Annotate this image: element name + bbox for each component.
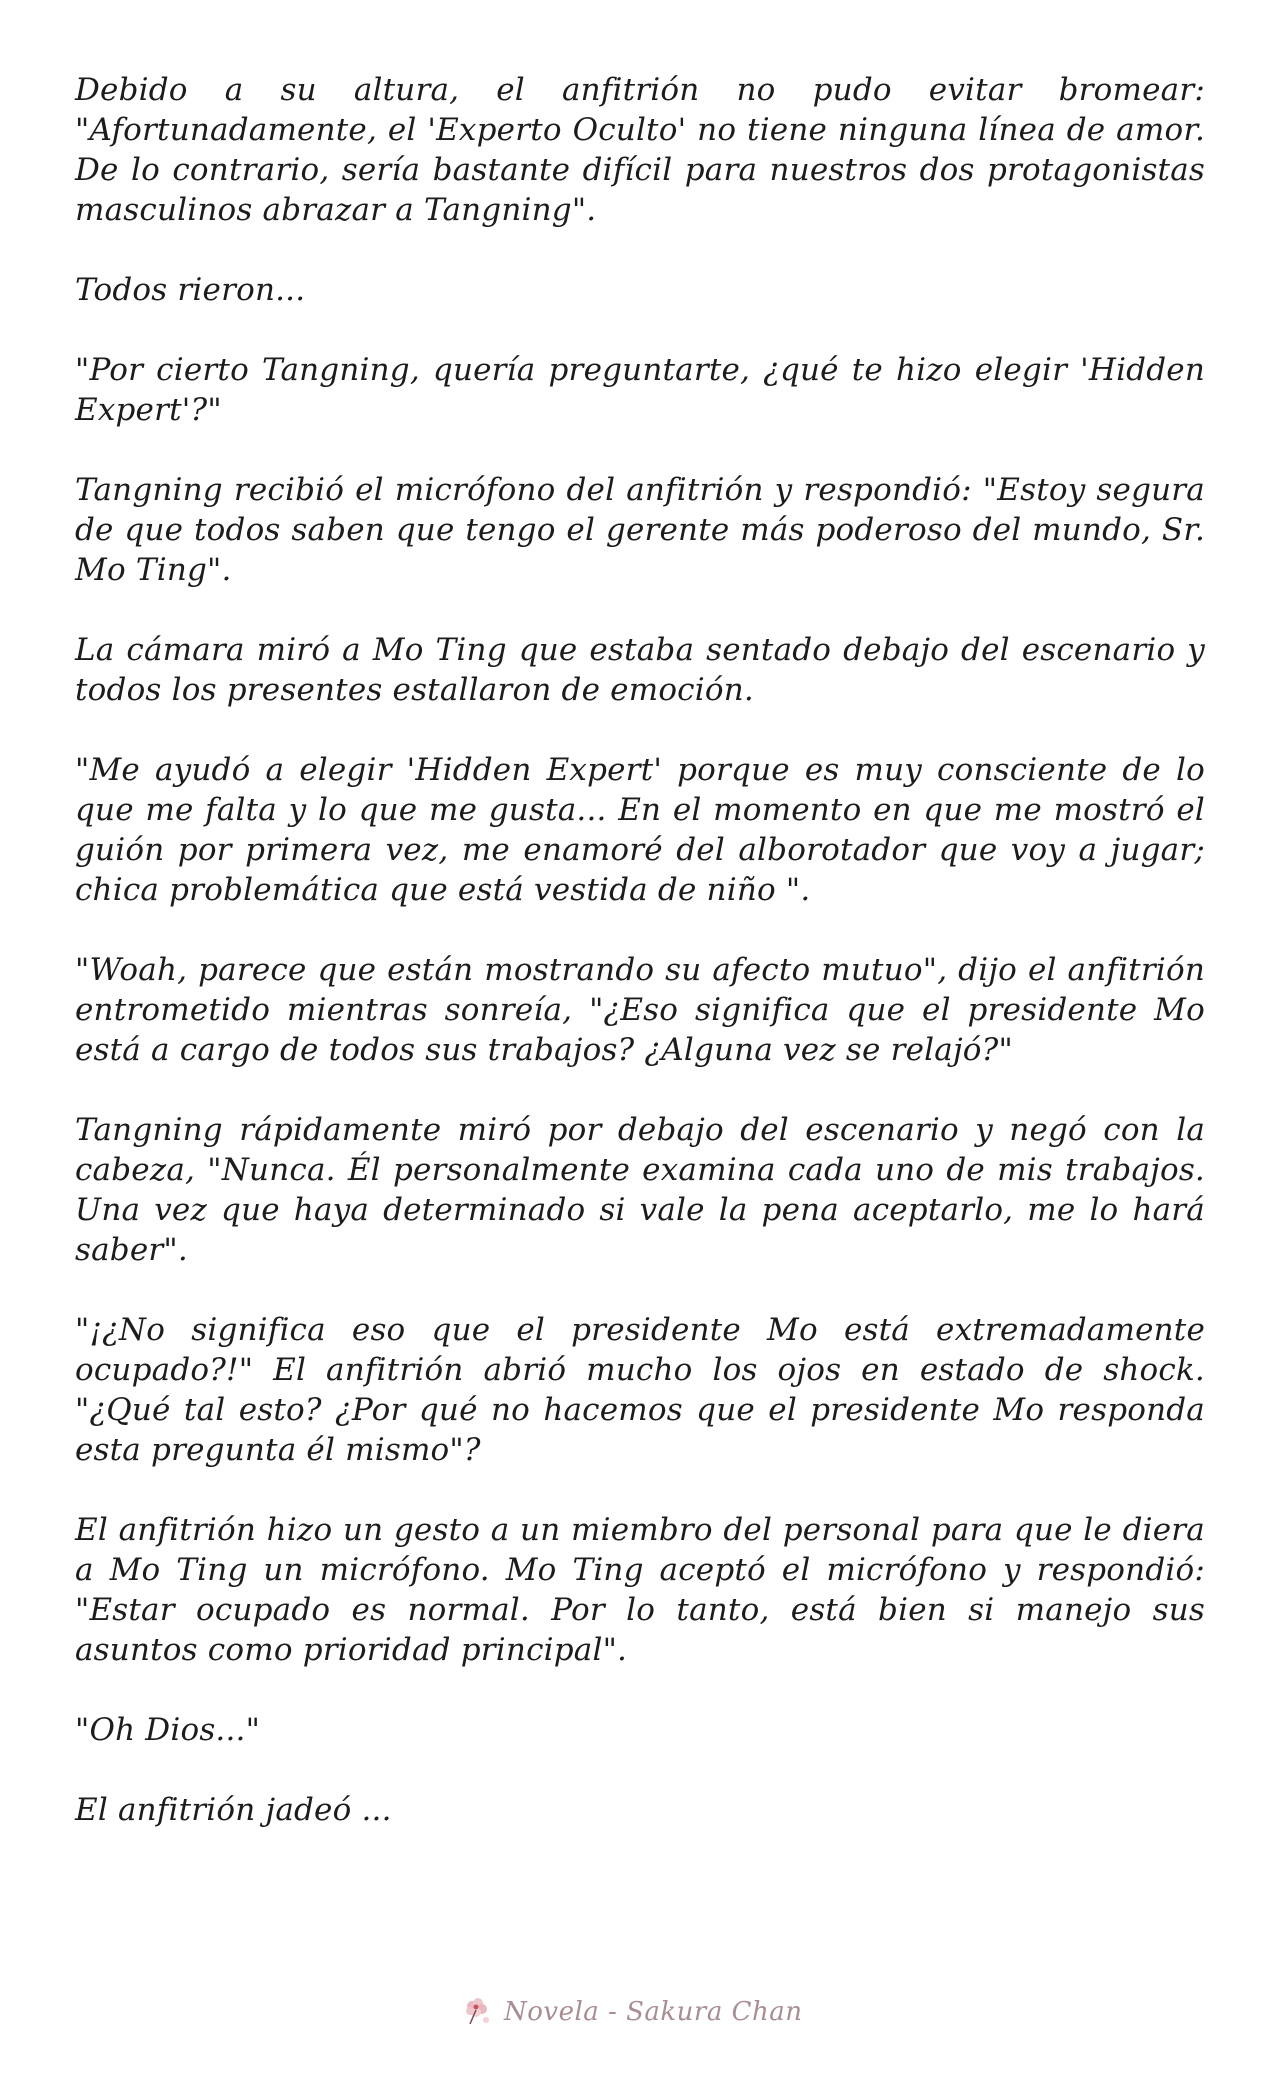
paragraph: Tangning rápidamente miró por debajo del escenario y negó con la cabeza, "Nunca. Él personalmente examina cada uno de mis trabajos. Una vez que haya determinado si vale la pena aceptarlo, me lo hará saber".	[75, 1112, 1205, 1268]
paragraph: El anfitrión hizo un gesto a un miembro del personal para que le diera a Mo Ting un micrófono. Mo Ting aceptó el micrófono y respondió: "Estar ocupado es normal. Por lo tanto, está bien si manejo sus asuntos como prioridad principal".	[75, 1512, 1205, 1668]
paragraph: Todos rieron...	[75, 272, 306, 308]
paragraph: "Woah, parece que están mostrando su afecto mutuo", dijo el anfitrión entrometido mientras sonreía, "¿Eso significa que el presidente Mo está a cargo de todos sus trabajos? ¿Alguna vez se relajó?"	[75, 952, 1205, 1068]
paragraph: "Oh Dios..."	[75, 1712, 261, 1748]
sakura-flower-icon	[460, 1994, 496, 2030]
paragraph: Tangning recibió el micrófono del anfitrión y respondió: "Estoy segura de que todos saben que tengo el gerente más poderoso del mundo, Sr. Mo Ting".	[75, 472, 1205, 588]
paragraph: El anfitrión jadeó ...	[75, 1792, 392, 1828]
paragraph: "¡¿No significa eso que el presidente Mo está extremadamente ocupado?!" El anfitrión abrió mucho los ojos en estado de shock. "¿Qué tal esto? ¿Por qué no hacemos que el presidente Mo responda esta pregunta él mismo"?	[75, 1312, 1205, 1468]
chapter-text	[75, 70, 1205, 1870]
paragraph: La cámara miró a Mo Ting que estaba sentado debajo del escenario y todos los presentes estallaron de emoción.	[75, 632, 1205, 708]
watermark	[460, 1992, 803, 2032]
paragraph: "Por cierto Tangning, quería preguntarte, ¿qué te hizo elegir 'Hidden Expert'?"	[75, 352, 1205, 428]
paragraph: "Me ayudó a elegir 'Hidden Expert' porque es muy consciente de lo que me falta y lo que me gusta... En el momento en que me mostró el guión por primera vez, me enamoré del alborotador que voy a jugar; chica problemática que está vestida de niño ".	[75, 752, 1205, 908]
paragraph: Debido a su altura, el anfitrión no pudo evitar bromear: "Afortunadamente, el 'Experto Oculto' no tiene ninguna línea de amor. De lo contrario, sería bastante difícil para nuestros dos protagonistas masculinos abrazar a Tangning".	[75, 72, 1205, 228]
watermark-label: Novela - Sakura Chan	[504, 1997, 803, 2027]
